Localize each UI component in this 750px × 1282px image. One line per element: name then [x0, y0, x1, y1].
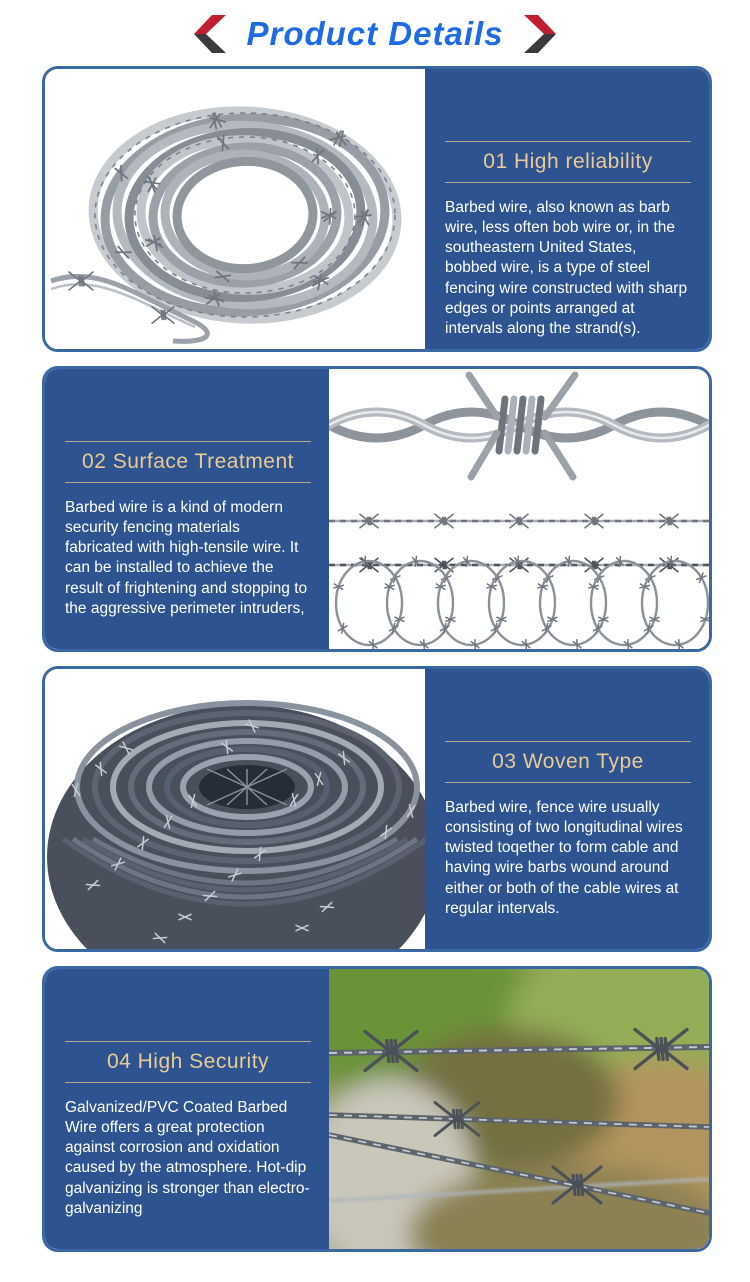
section-heading: 01 High reliability — [483, 150, 653, 173]
barbed-wire-strand-types-image — [329, 369, 709, 649]
section-body-text: Barbed wire, fence wire usually consisting of two longitudinal wires twisted toqether to form cable and having wire barbs wound around either or both of the cable wires at regular intervals. — [445, 799, 683, 917]
section-heading: 02 Surface Treatment — [82, 450, 294, 473]
divider-line — [445, 782, 691, 783]
section-heading: 03 Woven Type — [492, 750, 644, 773]
divider-line — [65, 482, 311, 483]
page-title: Product Details — [246, 15, 504, 52]
barbed-wire-coil-image — [45, 69, 425, 349]
section-text-panel — [425, 69, 709, 349]
barbed-wire-roll-image — [45, 669, 425, 949]
barbed-wire-fence-photo-image — [329, 969, 709, 1249]
divider-line — [445, 141, 691, 142]
section-text-panel — [45, 369, 329, 649]
section-high-security — [42, 966, 712, 1252]
section-body-text: Galvanized/PVC Coated Barbed Wire offers a great protection against corrosion and oxidation caused by the atmosphere. Hot-dip galvanizing is stronger than electro-galvanizing — [65, 1099, 310, 1217]
divider-line — [65, 1041, 311, 1042]
chevron-right-icon — [522, 14, 560, 54]
section-surface-treatment — [42, 366, 712, 652]
chevron-left-icon — [190, 14, 228, 54]
section-text-panel — [425, 669, 709, 949]
divider-line — [65, 441, 311, 442]
section-woven-type — [42, 666, 712, 952]
section-body-text: Barbed wire, also known as barb wire, less often bob wire or, in the southeastern United States, bobbed wire, is a type of steel fencing wire constructed with sharp edges or points arranged at intervals along the strand(s). — [445, 199, 688, 337]
section-heading: 04 High Security — [106, 1050, 270, 1073]
section-body-text: Barbed wire is a kind of modern security fencing materials fabricated with high-tensile wire. It can be installed to achieve the result of frightening and stopping to the aggressive perimeter intruders, — [65, 499, 308, 617]
divider-line — [445, 182, 691, 183]
page-header — [0, 0, 750, 66]
divider-line — [445, 741, 691, 742]
section-high-reliability — [42, 66, 712, 352]
section-text-panel — [45, 969, 329, 1249]
divider-line — [65, 1082, 311, 1083]
